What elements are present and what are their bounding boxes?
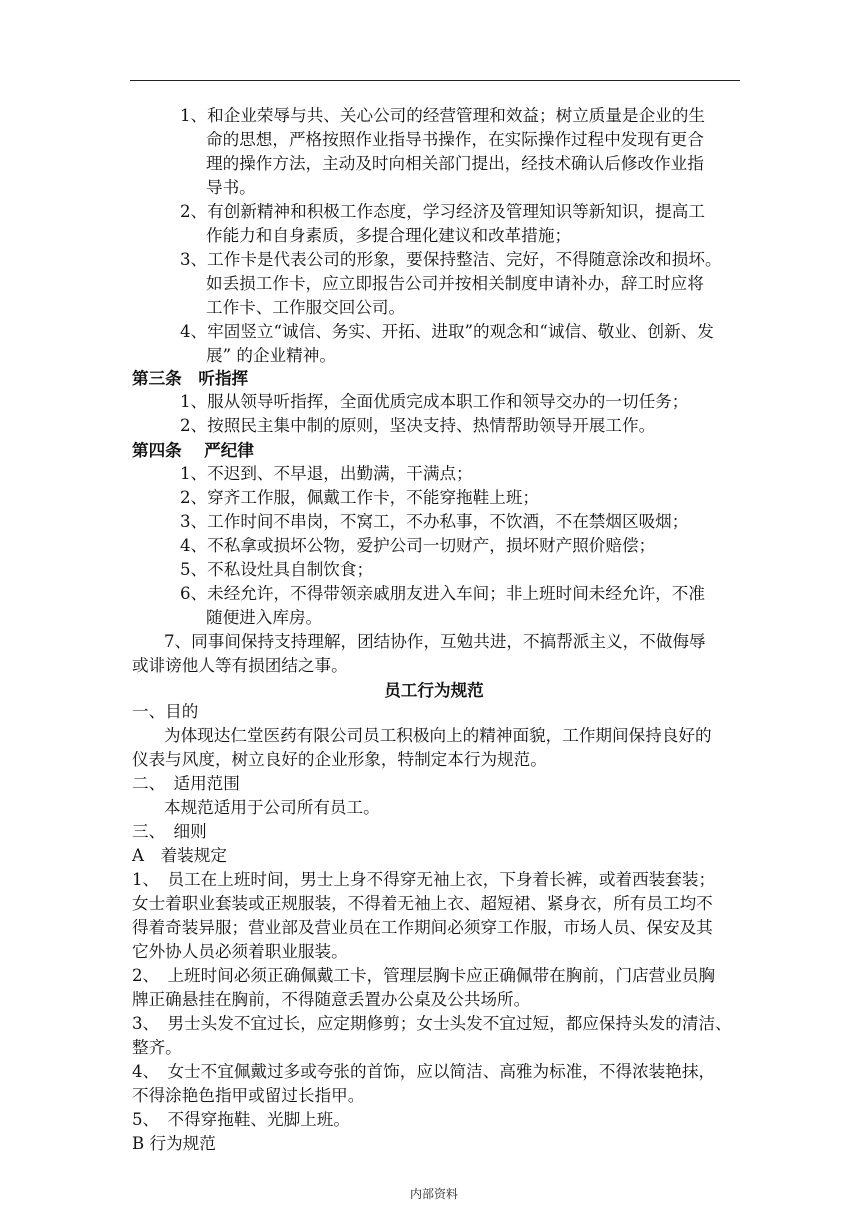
item2-line1: 2、有创新精神和积极工作态度，学习经济及管理知识等新知识，提高工 bbox=[180, 202, 705, 221]
item3-line3: 工作卡、工作服交回公司。 bbox=[206, 298, 406, 317]
item4-line2: 展” 的企业精神。 bbox=[206, 346, 336, 365]
article4-heading: 第四条 严纪律 bbox=[132, 440, 254, 460]
dress-item5: 5、 不得穿拖鞋、光脚上班。 bbox=[132, 1110, 350, 1129]
item3-line1: 3、工作卡是代表公司的形象，要保持整洁、完好，不得随意涂改和损坏。 bbox=[180, 250, 722, 269]
item1-line1: 1、和企业荣辱与共、关心公司的经营管理和效益；树立质量是企业的生 bbox=[180, 106, 705, 125]
dress-code-heading: A 着装规定 bbox=[132, 846, 227, 865]
item1-line2: 命的思想，严格按照作业指导书操作，在实际操作过程中发现有更合 bbox=[206, 130, 704, 149]
article4-item6-line2: 随便进入库房。 bbox=[206, 608, 323, 627]
article4-item5: 5、不私设灶具自制饮食； bbox=[180, 560, 374, 579]
dress-item4-line2: 不得涂艳色指甲或留过长指甲。 bbox=[132, 1086, 365, 1105]
section-scope-heading: 二、 适用范围 bbox=[132, 774, 240, 793]
behavior-heading: B 行为规范 bbox=[132, 1134, 216, 1153]
article4-item6-line1: 6、未经允许，不得带领亲戚朋友进入车间；非上班时间未经允许，不准 bbox=[180, 584, 705, 603]
article4-item7-line2: 或诽谤他人等有损团结之事。 bbox=[132, 656, 348, 675]
item1-line3: 理的操作方法，主动及时向相关部门提出，经技术确认后修改作业指 bbox=[206, 154, 704, 173]
article3-heading: 第三条 听指挥 bbox=[132, 368, 249, 388]
code-title: 员工行为规范 bbox=[384, 680, 484, 700]
dress-item1-line2: 女士着职业套装或正规服装，不得着无袖上衣、超短裙、紧身衣，所有员工均不 bbox=[132, 894, 713, 913]
item2-line2: 作能力和自身素质，多提合理化建议和改革措施； bbox=[206, 226, 572, 245]
section-purpose-heading: 一、目的 bbox=[132, 702, 199, 721]
article4-item3: 3、工作时间不串岗，不窝工，不办私事，不饮酒，不在禁烟区吸烟； bbox=[180, 512, 689, 531]
dress-item3-line1: 3、 男士头发不宜过长，应定期修剪；女士头发不宜过短，都应保持头发的清洁、 bbox=[132, 1014, 732, 1033]
dress-item4-line1: 4、 女士不宜佩戴过多或夸张的首饰，应以简洁、高雅为标准，不得浓装艳抹， bbox=[132, 1062, 716, 1081]
purpose-line2: 仪表与风度，树立良好的企业形象，特制定本行为规范。 bbox=[132, 750, 547, 769]
article4-item7-line1: 7、同事间保持支持理解，团结协作，互勉共进，不搞帮派主义，不做侮辱 bbox=[164, 632, 706, 651]
section-details-heading: 三、 细则 bbox=[132, 822, 207, 841]
dress-item1-line4: 它外协人员必须着职业服装。 bbox=[132, 942, 348, 961]
article4-item2: 2、穿齐工作服，佩戴工作卡，不能穿拖鞋上班； bbox=[180, 488, 540, 507]
article4-item4: 4、不私拿或损坏公物，爱护公司一切财产，损坏财产照价赔偿； bbox=[180, 536, 656, 555]
page-footer: 内部资料 bbox=[409, 1187, 458, 1201]
dress-item2-line1: 2、 上班时间必须正确佩戴工卡，管理层胸卡应正确佩带在胸前，门店营业员胸 bbox=[132, 966, 716, 985]
dress-item1-line3: 得着奇装异服；营业部及营业员在工作期间必须穿工作服，市场人员、保安及其 bbox=[132, 918, 713, 937]
dress-item3-line2: 整齐。 bbox=[132, 1038, 182, 1057]
dress-item1-line1: 1、 员工在上班时间，男士上身不得穿无袖上衣，下身着长裤，或着西装套装； bbox=[132, 870, 716, 889]
article4-item1: 1、不迟到、不早退，出勤满，干满点； bbox=[180, 464, 473, 483]
scope-text: 本规范适用于公司所有员工。 bbox=[164, 798, 380, 817]
item3-line2: 如丢损工作卡，应立即报告公司并按相关制度申请补办，辞工时应将 bbox=[206, 274, 704, 293]
article3-item2: 2、按照民主集中制的原则，坚决支持、热情帮助领导开展工作。 bbox=[180, 416, 656, 435]
article3-item1: 1、服从领导听指挥，全面优质完成本职工作和领导交办的一切任务； bbox=[180, 392, 689, 411]
item1-line4: 导书。 bbox=[206, 178, 256, 197]
item4-line1: 4、牢固竖立“诚信、务实、开拓、进取”的观念和“诚信、敬业、创新、发 bbox=[180, 322, 714, 341]
purpose-line1: 为体现达仁堂医药有限公司员工积极向上的精神面貌，工作期间保持良好的 bbox=[164, 726, 712, 745]
dress-item2-line2: 牌正确悬挂在胸前，不得随意丢置办公桌及公共场所。 bbox=[132, 990, 531, 1009]
header-rule bbox=[130, 80, 740, 81]
